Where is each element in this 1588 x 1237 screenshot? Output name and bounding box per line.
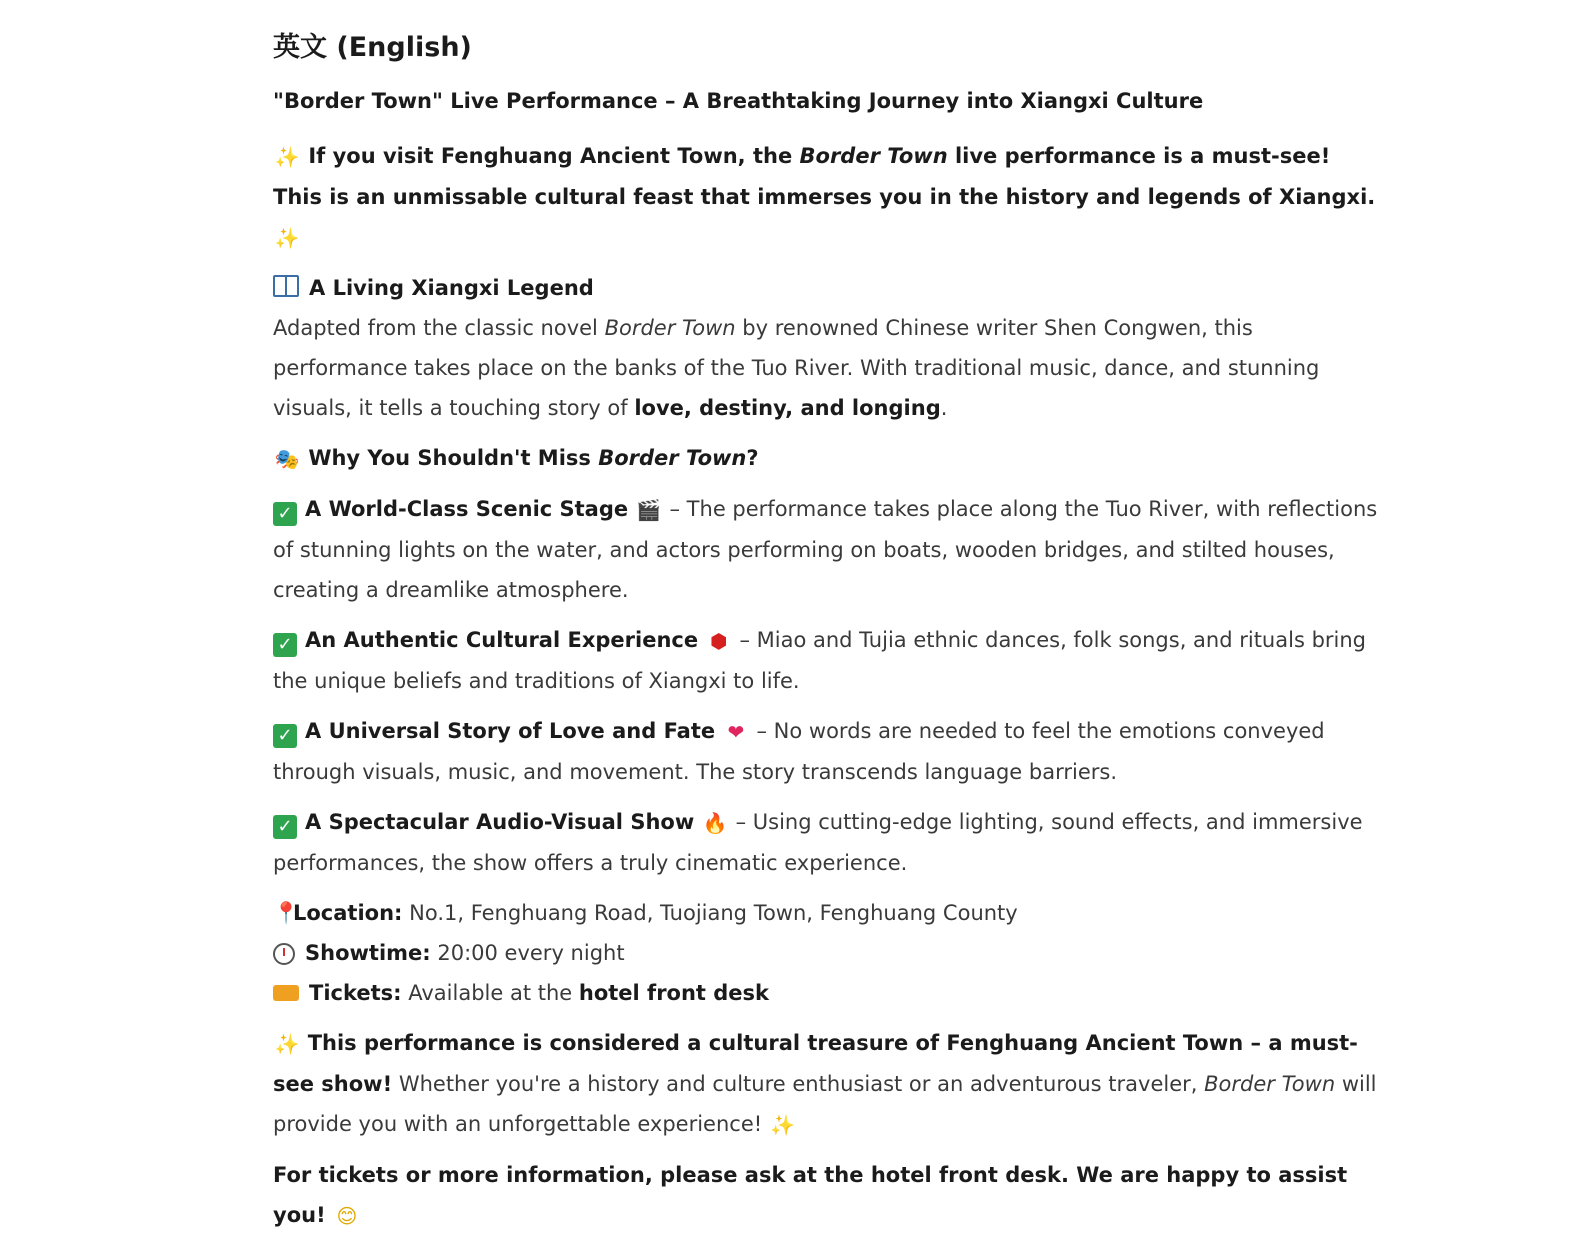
page-heading: 英文 (English) [273, 32, 472, 63]
feature-description: – Miao and Tujia ethnic dances, folk songs, and rituals bring the unique beliefs and traditions of Xiangxi to life. [273, 628, 1367, 694]
why-title-1: Why You Shouldn't Miss [308, 446, 599, 471]
intro-text-1: If you visit Fenghuang Ancient Town, the [308, 144, 800, 169]
intro-emphasis: Border Town [799, 144, 948, 169]
open-book-icon [273, 275, 299, 297]
legend-text-2: by renowned Chinese writer Shen Congwen, this performance takes place on the banks of the Tuo River. With traditional music, dance, and stunning visuals, it tells a touching story of [273, 316, 1320, 421]
tickets-label: Tickets: [309, 981, 402, 1006]
document [273, 30, 1381, 1236]
lantern-icon: ⬢ [710, 629, 728, 654]
footer-paragraph [273, 1155, 1381, 1236]
legend-heading [273, 268, 1381, 308]
feature-title: A Universal Story of Love and Fate [305, 719, 716, 744]
legend-paragraph [273, 308, 1381, 428]
feature-item [273, 802, 1381, 883]
location-label: Location: [293, 901, 403, 926]
clock-icon [273, 943, 295, 965]
tickets-value: Available at the [401, 981, 579, 1006]
footer-text: For tickets or more information, please ask at the hotel front desk. We are happy to assist you! [273, 1163, 1348, 1228]
fire-icon: 🔥 [702, 811, 728, 836]
page-title: "Border Town" Live Performance – A Breathtaking Journey into Xiangxi Culture [273, 89, 1204, 114]
feature-item [273, 711, 1381, 792]
check-mark-icon: ✓ [273, 633, 297, 657]
legend-text-1: Adapted from the classic novel [273, 316, 605, 341]
feature-description: – No words are needed to feel the emotions conveyed through visuals, music, and movement. The story transcends language barriers. [273, 719, 1325, 785]
intro-paragraph [273, 136, 1381, 258]
closing-paragraph [273, 1023, 1381, 1145]
ticket-icon [273, 985, 299, 1001]
info-tickets [273, 973, 1381, 1013]
closing-text-1: Whether you're a history and culture enthusiast or an adventurous traveler, [392, 1072, 1205, 1097]
info-location [273, 893, 1381, 933]
feature-description: – The performance takes place along the Tuo River, with reflections of stunning lights on the water, and actors performing on boats, wooden bridges, and stilted houses, creating a dreamlike atmosphere. [273, 497, 1378, 603]
pin-icon: 📍 [273, 901, 300, 926]
showtime-value: 20:00 every night [430, 941, 625, 966]
location-value: No.1, Fenghuang Road, Tuojiang Town, Fenghuang County [402, 901, 1018, 926]
closing-strong: This performance is considered a cultural treasure of Fenghuang Ancient Town – a must-see show! [273, 1031, 1358, 1097]
why-title-2: ? [746, 446, 759, 471]
check-mark-icon: ✓ [273, 502, 297, 526]
performing-arts-icon: 🎭 [274, 447, 300, 472]
feature-title: A World-Class Scenic Stage [305, 497, 629, 522]
feature-description: – Using cutting-edge lighting, sound effects, and immersive performances, the show offers a truly cinematic experience. [273, 810, 1363, 876]
legend-text-3: . [940, 396, 948, 421]
sparkles-icon: ✨ [274, 145, 300, 170]
check-mark-icon: ✓ [273, 724, 297, 748]
check-mark-icon: ✓ [273, 815, 297, 839]
closing-emphasis: Border Town [1204, 1072, 1336, 1097]
feature-item [273, 489, 1381, 610]
tickets-strong: hotel front desk [578, 981, 770, 1006]
feature-item [273, 620, 1381, 701]
why-title-emphasis: Border Town [598, 446, 747, 471]
feature-title: A Spectacular Audio-Visual Show [305, 810, 695, 835]
info-showtime [273, 933, 1381, 973]
feature-title: An Authentic Cultural Experience [305, 628, 699, 653]
legend-strong: love, destiny, and longing [634, 396, 941, 421]
smiling-face-icon: 😊 [336, 1204, 358, 1229]
legend-title: A Living Xiangxi Legend [309, 276, 594, 301]
sparkles-icon: ✨ [274, 1032, 300, 1057]
heart-icon: ❤ [727, 720, 745, 745]
intro-text-2: live performance is a must-see! This is an unmissable cultural feast that immerses you in the history and legends of Xiangxi. [273, 144, 1376, 210]
info-list [273, 893, 1381, 1013]
showtime-label: Showtime: [305, 941, 431, 966]
clapper-board-icon: 🎬 [636, 498, 662, 523]
legend-emphasis: Border Town [604, 316, 736, 341]
why-heading [273, 438, 1381, 479]
closing-text-2: will provide you with an unforgettable experience! [273, 1072, 1377, 1137]
sparkles-icon: ✨ [770, 1113, 796, 1138]
sparkles-icon: ✨ [274, 226, 300, 251]
